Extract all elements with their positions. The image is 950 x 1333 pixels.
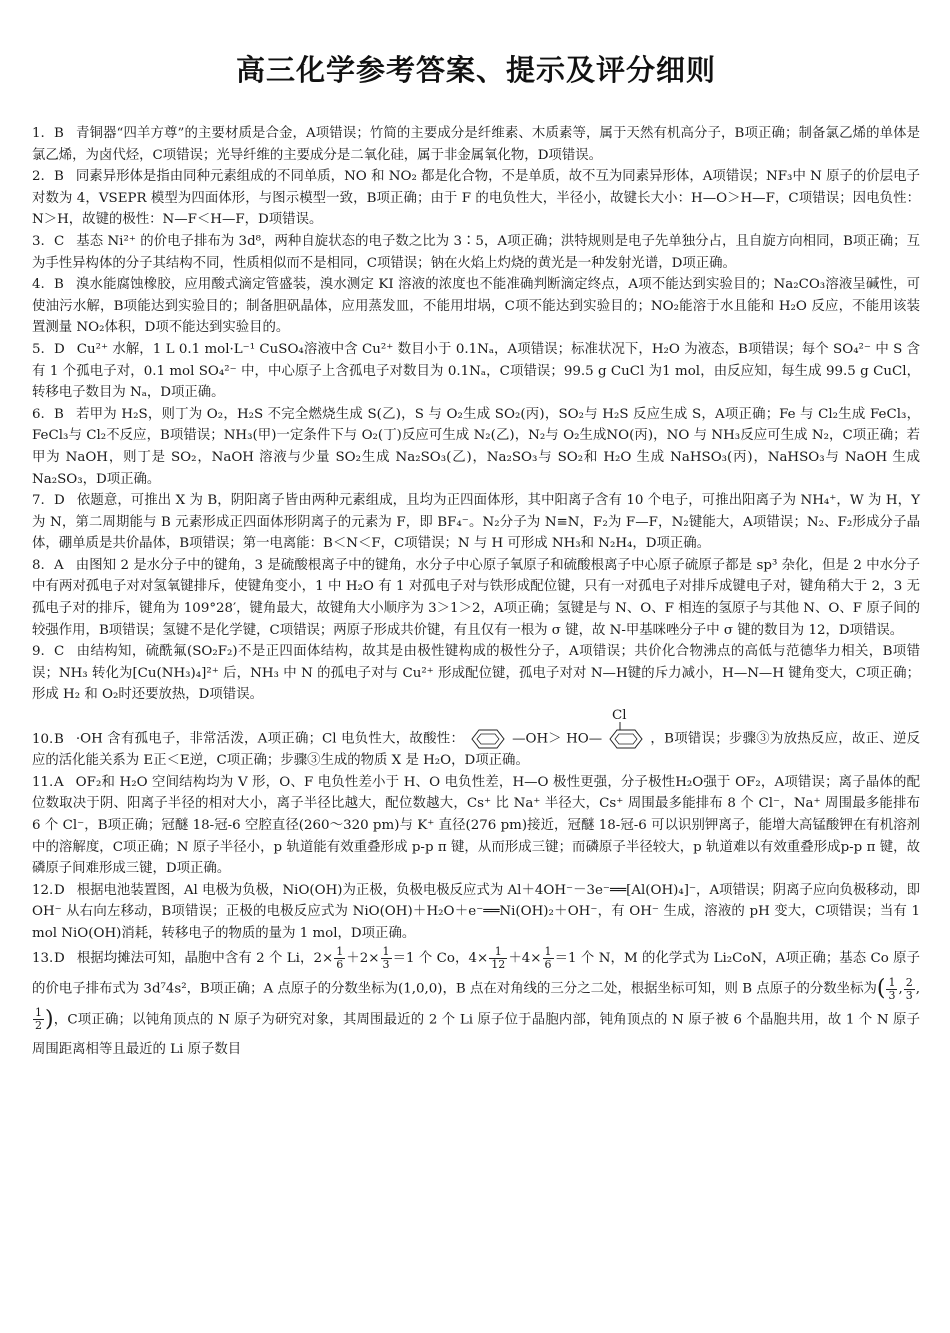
answer-item-12 [32, 880, 920, 945]
item-answer: B [54, 731, 64, 747]
item-explanation: 同素异形体是指由同种元素组成的不同单质，NO 和 NO₂ 都是化合物，不是单质，故不互为同素异形体，A项错误；NF₃中 N 原子的价层电子对数为 4，VSEPR 模型为四面体形，与图示模型一致，B项正确；由于 F 的电负性大，半径小，故键长大小：H—O＞H—F，C项错误；因电负性：N＞H，故键的极性：N—F＜H—F，D项错误。 [32, 169, 920, 228]
item-answer: D [54, 493, 65, 509]
item-answer: D [54, 341, 65, 357]
item-number: 5. [32, 341, 45, 357]
item-explanation: 依题意，可推出 X 为 B，阴阳离子皆由两种元素组成，且均为正四面体形，其中阳离子含有 10 个电子，可推出阳离子为 NH₄⁺，W 为 H，Y 为 N，第二周期能与 B 元素形成正四面体形阴离子的元素为 F，即 BF₄⁻。N₂分子为 N≡N，F₂为 F—F，N₂键能大，A项错误；N₂、F₂形成分子晶体，硼单质是共价晶体，B项错误；第一电离能：B＜N＜F，C项错误；N 与 H 可形成 NH₃和 N₂H₄，D项正确。 [32, 493, 920, 552]
answer-item-13: 13.D 根据均摊法可知，晶胞中含有 2 个 Li，2× $\frac{1}{6}$ ＋2× $\frac{1}{3}$ ＝1 个 Co，4× $\frac{1}{12}$ ＋4× $\frac{1}{6}$ ＝1 个 N，M 的化学式为 Li₂CoN，A项正确；基态 Co 原子的价电子排布式为 3d⁷4s²，B项正确；A 点原子的分数坐标为(1,0,0)，B 点在对角线的三分之二处，根据坐标可知，则 B 点原子的分数坐标为( $\frac{1}{3}$ , $\frac{2}{3}$ , $\frac{1}{2}$ )，C项正确；以钝角顶点的 N 原子为研究对象，其周围最近的 2 个 Li 原子位于晶胞内部，钝角顶点的 N 原子被 6 个晶胞共用，故 1 个 N 原子周围距离相等且最近的 Li 原子数目 [32, 945, 921, 1058]
item-explanation: 根据电池装置图，Al 电极为负极，NiO(OH)为正极，负极电极反应式为 Al＋4OH⁻－3e⁻══[Al(OH)₄]⁻，A项错误；阴离子应向负极移动，即 OH⁻ 从右向左移动，B项错误；正极的电极反应式为 NiO(OH)＋H₂O＋e⁻══Ni(OH)₂＋OH⁻，有 OH⁻ 生成，溶液的 pH 变大，C项错误；当有 1 mol NiO(OH)消耗，转移电子的物质的量为 1 mol，D项正确。 [32, 882, 920, 941]
item-explanation-part6: ，C项正确；以钝角顶点的 N 原子为研究对象，其周围最近的 2 个 Li 原子位于晶胞内部，钝角顶点的 N 原子被 6 个晶胞共用，故 1 个 N 原子周围距离相等且最近的 Li 原子数目 [32, 1012, 920, 1058]
item-answer: D [54, 882, 65, 898]
item-explanation: OF₂和 H₂O 空间结构均为 V 形，O、F 电负性差小于 H、O 电负性差，H—O 极性更强，分子极性H₂O强于 OF₂，A项错误；离子晶体的配位数取决于阴、阳离子半径的相对大小，离子半径比越大，配位数越大，Cs⁺ 比 Na⁺ 半径大，Cs⁺ 周围最多能排布 8 个 Cl⁻，Na⁺ 周围最多能排布 6 个 Cl⁻，B项正确；冠醚 18-冠-6 空腔直径(260～320 pm)与 K⁺ 直径(276 pm)接近，冠醚 18-冠-6 可以识别钾离子，能增大高锰酸钾在有机溶剂中的溶解度，C项正确；N 原子半径小，p 轨道能有效重叠形成 p-p π 键，从而形成三键；而磷原子半径较大，p 轨道难以有效重叠形成p-p π 键，故磷原子间难形成三键，D项正确。 [32, 774, 920, 877]
item-explanation: 若甲为 H₂S，则丁为 O₂，H₂S 不完全燃烧生成 S(乙)，S 与 O₂生成 SO₂(丙)，SO₂与 H₂S 反应生成 S，A项正确；Fe 与 Cl₂生成 FeCl₃，FeCl₃与 Cl₂不反应，B项错误；NH₃(甲)一定条件下与 O₂(丁)反应可生成 N₂(乙)，N₂与 O₂生成NO(丙)，NO 与 NH₃反应可生成 N₂，C项正确；若甲为 NaOH，则丁是 SO₂，NaOH 溶液与少量 SO₂生成 Na₂SO₃(乙)，Na₂SO₃与 SO₂和 H₂O 生成 NaHSO₃(丙)，NaHSO₃与 NaOH 生成 Na₂SO₃，D项正确。 [32, 406, 920, 487]
fraction-one-sixth-b: $\frac{1}{6}$ [544, 945, 552, 972]
fraction-one-sixth: $\frac{1}{6}$ [336, 945, 344, 972]
coord-z-fraction: $\frac{1}{2}$ [35, 1006, 42, 1033]
item-explanation: 由图知 2 是水分子中的键角，3 是硫酸根离子中的键角，水分子中心原子氧原子和硫酸根离子中心原子硫原子都是 sp³ 杂化，但是 2 中水分子中有两对孤电子对对氢氧键排斥，使键角变小，1 中 H₂O 有 1 对孤电子对与铁形成配位键，只有一对孤电子对排斥成键电子对，键角稍大于 2，3 无孤电子对的排斥，键角为 109°28′，键角最大，故键角大小顺序为 3＞1＞2，A项正确；氢键是与 N、O、F 相连的氢原子与其他 N、O、F 原子间的较强作用，B项错误；氢键不是化学键，C项错误；两原子形成共价键，有且仅有一根为 σ 键，故 N-甲基咪唑分子中 σ 键的数目为 12，D项错误。 [32, 557, 920, 638]
item-answer: A [54, 557, 64, 573]
chlorophenol-structure-label-row [32, 706, 920, 728]
item-answer: A [54, 774, 64, 790]
phenol-ring-icon [602, 728, 650, 750]
chlorophenol-oh-label: —OH＞ [512, 731, 562, 747]
item-number: 1. [32, 126, 45, 141]
fraction-one-twelfth: $\frac{1}{12}$ [491, 945, 506, 972]
item-answer: B [54, 169, 64, 185]
answer-item-3 [32, 231, 920, 274]
item-number: 7. [32, 493, 45, 509]
item-explanation-part2: ＋2× [346, 951, 380, 967]
answer-item-11 [32, 772, 920, 880]
item-explanation: Cu²⁺ 水解，1 L 0.1 mol·L⁻¹ CuSO₄溶液中含 Cu²⁺ 数目小于 0.1Nₐ，A项错误；标准状况下，H₂O 为液态，B项错误；每个 SO₄²⁻ 中 S 含有 1 个孤电子对，0.1 mol SO₄²⁻ 中，中心原子上含孤电子对数目为 0.1Nₐ，C项错误；99.5 g CuCl 为1 mol，由反应知，每生成 99.5 g CuCl，转移电子数目为 Nₐ，D项正确。 [32, 341, 920, 401]
answer-list [32, 123, 920, 1065]
item-explanation-part3: ＝1 个 Co，4× [392, 951, 489, 967]
item-number: 8. [32, 557, 45, 573]
item-number: 9. [32, 644, 45, 660]
fraction-one-third: $\frac{1}{3}$ [382, 945, 390, 972]
item-explanation: 溴水能腐蚀橡胶，应用酸式滴定管盛装，溴水测定 KI 溶液的浓度也不能准确判断滴定终点，A项不能达到实验目的；Na₂CO₃溶液呈碱性，可使油污水解，B项能达到实验目的；制备胆矾晶体，应用蒸发皿，不能用坩埚，C项不能达到实验目的；NO₂能溶于水且能和 H₂O 反应，不能用该装置测量 NO₂体积，D项不能达到实验目的。 [32, 277, 920, 336]
answer-item-6 [32, 404, 920, 490]
item-number: 10. [32, 731, 54, 747]
item-explanation: 由结构知，硫酰氟(SO₂F₂)不是正四面体结构，故其是由极性键构成的极性分子，A项错误；共价化合物沸点的高低与范德华力相关，B项错误；NH₃ 转化为[Cu(NH₃)₄]²⁺ 后，NH₃ 中 N 的孤电子对与 Cu²⁺ 形成配位键，孤电子对对 N—H键的斥力减小，H—N—H 键角变大，C项正确；形成 H₂ 和 O₂时还要放热，D项错误。 [32, 644, 920, 703]
answer-item-8 [32, 555, 920, 641]
coord-x-fraction: $\frac{1}{3}$ [888, 975, 896, 1002]
item-explanation: 基态 Ni²⁺ 的价电子排布为 3d⁸，两种自旋状态的电子数之比为 3∶5，A项正确；洪特规则是电子先单独分占，且自旋方向相同，B项正确；互为手性异构体的分子其结构不同，性质相似而不是相同，C项错误；钠在火焰上灼烧的黄光是一种发射光谱，D项正确。 [32, 233, 920, 271]
item-number: 4. [32, 277, 45, 293]
item-explanation-part2: ，B项错误；步骤③为放热反应，故正、逆反应的活化能关系为 E正＜E逆，C项正确；步骤③生成的物质 X 是 H₂O，D项正确。 [32, 731, 921, 769]
chlorine-substituent-label: Cl [612, 708, 627, 724]
item-number: 12. [32, 882, 54, 898]
answer-item-10 [32, 728, 920, 772]
item-number: 11. [32, 774, 54, 790]
item-explanation-part1: 根据均摊法可知，晶胞中含有 2 个 Li，2× [76, 951, 334, 967]
item-number: 2. [32, 169, 45, 185]
item-answer: B [54, 277, 64, 293]
item-explanation: 青铜器“四羊方尊”的主要材质是合金，A项错误；竹简的主要成分是纤维素、木质素等，属于天然有机高分子，B项正确；制备氯乙烯的单体是氯乙烯，为卤代烃，C项错误；光导纤维的主要成分是二氧化硅，属于非金属氧化物，D项错误。 [32, 126, 920, 163]
item-answer: C [54, 644, 65, 660]
coord-y-fraction: $\frac{2}{3}$ [905, 975, 913, 1002]
item-answer: B [54, 406, 64, 422]
item-number: 6. [32, 406, 45, 422]
coordinate-close-paren: ) [45, 1006, 54, 1032]
item-answer: B [54, 126, 64, 141]
item-answer: D [54, 951, 65, 967]
answer-item-2 [32, 166, 920, 231]
item-explanation-part4: ＋4× [508, 951, 542, 967]
answer-item-1 [32, 123, 920, 166]
item-number: 3. [32, 233, 45, 249]
answer-item-4 [32, 274, 920, 339]
chlorophenol-ring-icon [464, 728, 512, 750]
phenol-ho-label: HO— [566, 731, 603, 747]
answer-item-7 [32, 490, 920, 555]
item-explanation-part1: ·OH 含有孤电子，非常活泼，A项正确；Cl 电负性大，故酸性： [75, 731, 465, 747]
item-explanation-part5: ＝1 个 N，M 的化学式为 Li₂CoN，A项正确；基态 Co 原子的价电子排布式为 3d⁷4s²，B项正确；A 点原子的分数坐标为(1,0,0)，B 点在对角线的三分之二处，根据坐标可知，则 B 点原子的分数坐标为 [32, 951, 921, 997]
page-title: 高三化学参考答案、提示及评分细则 [235, 53, 716, 87]
coordinate-open-paren: ( [876, 976, 886, 1002]
answer-item-5 [32, 339, 920, 404]
item-answer: C [54, 233, 65, 249]
answer-item-9 [32, 641, 920, 706]
item-number: 13. [32, 951, 54, 967]
